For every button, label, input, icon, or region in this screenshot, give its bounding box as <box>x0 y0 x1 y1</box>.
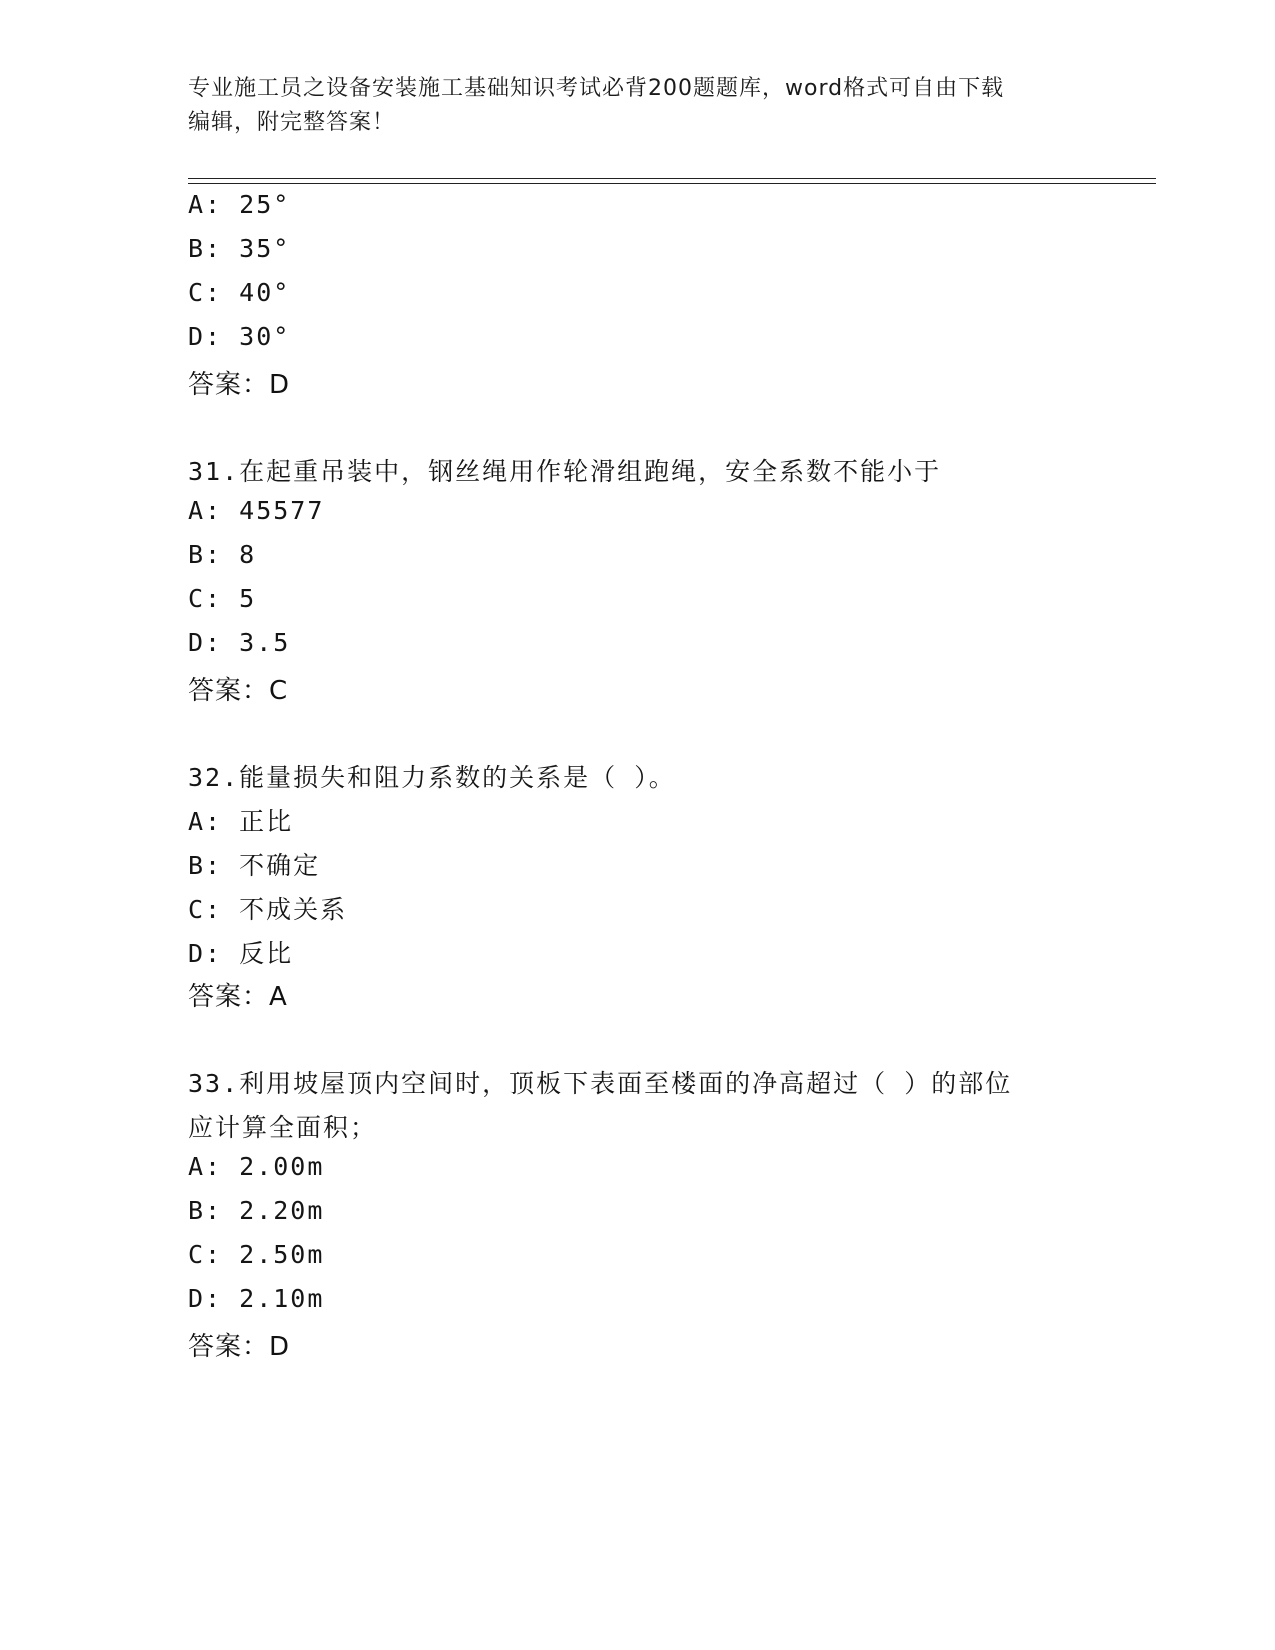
option-c: C: 5 <box>188 584 257 613</box>
option-d: D: 30° <box>188 322 291 351</box>
option-c: C: 40° <box>188 278 291 307</box>
answer-label: 答案：C <box>188 676 289 706</box>
option-b: B: 2.20m <box>188 1196 325 1225</box>
option-a: A: 2.00m <box>188 1152 325 1181</box>
header-title-line-2: 编辑，附完整答案！ <box>188 110 396 135</box>
option-d: D: 2.10m <box>188 1284 325 1313</box>
answer-label: 答案：D <box>188 370 291 400</box>
option-a: A: 25° <box>188 190 291 219</box>
header-divider-top <box>188 178 1156 179</box>
option-b: B: 8 <box>188 540 257 569</box>
option-a: A: 正比 <box>188 807 294 836</box>
answer-label: 答案：D <box>188 1332 291 1362</box>
option-b: B: 不确定 <box>188 851 321 880</box>
header-divider-bottom <box>188 183 1156 184</box>
option-d: D: 3.5 <box>188 628 291 657</box>
question-text-line-2: 应计算全面积； <box>188 1113 378 1142</box>
answer-label: 答案：A <box>188 982 288 1012</box>
question-text: 32.能量损失和阻力系数的关系是（ ）。 <box>188 763 676 792</box>
option-b: B: 35° <box>188 234 291 263</box>
question-text: 31.在起重吊装中，钢丝绳用作轮滑组跑绳，安全系数不能小于 <box>188 457 942 486</box>
option-d: D: 反比 <box>188 939 294 968</box>
header-title-line-1: 专业施工员之设备安装施工基础知识考试必背200题题库，word格式可自由下载 <box>188 76 1005 101</box>
question-text-line-1: 33.利用坡屋顶内空间时，顶板下表面至楼面的净高超过（ ）的部位 <box>188 1069 1013 1098</box>
option-a: A: 45577 <box>188 496 325 525</box>
option-c: C: 2.50m <box>188 1240 325 1269</box>
document-header <box>188 72 1088 140</box>
option-c: C: 不成关系 <box>188 895 348 924</box>
